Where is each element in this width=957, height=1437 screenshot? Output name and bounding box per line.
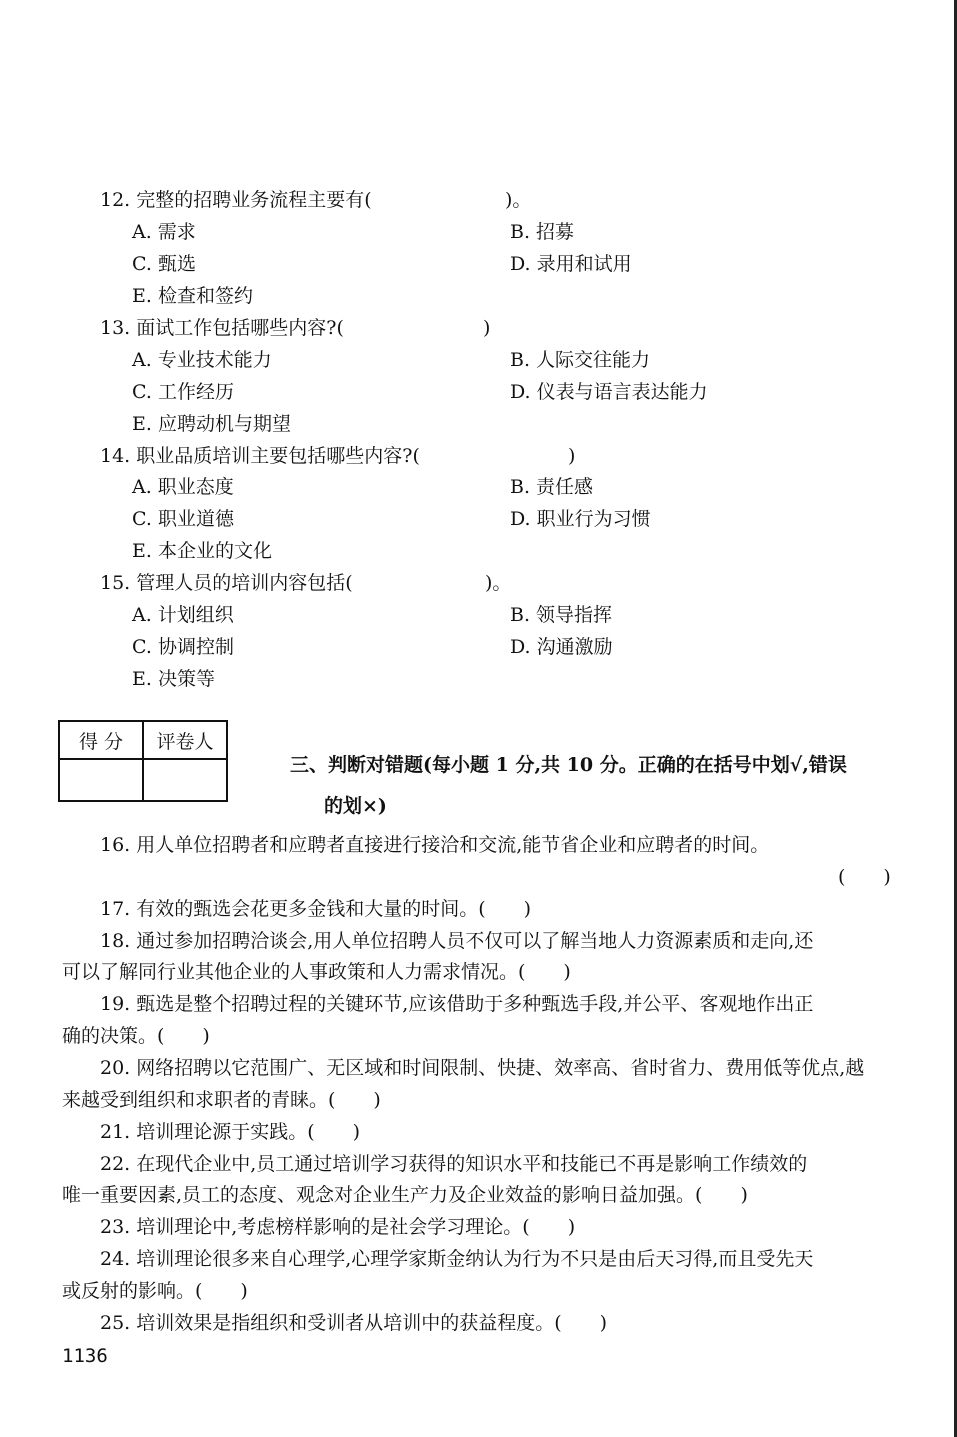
page-number: 1136 (62, 1345, 108, 1367)
question-25: 25. 培训效果是指组织和受训者从培训中的获益程度。( ) (100, 1312, 608, 1334)
score-cell[interactable] (59, 759, 143, 801)
q12-option-d: D. 录用和试用 (510, 253, 632, 275)
q13-option-c: C. 工作经历 (132, 381, 234, 403)
q14-option-d: D. 职业行为习惯 (510, 508, 651, 530)
question-16: 16. 用人单位招聘者和应聘者直接进行接洽和交流,能节省企业和应聘者的时间。 (100, 834, 770, 856)
q14-option-e: E. 本企业的文化 (132, 540, 272, 562)
question-24-line2: 或反射的影响。( ) (62, 1280, 248, 1302)
question-24-line1: 24. 培训理论很多来自心理学,心理学家斯金纳认为行为不只是由后天习得,而且受先天 (100, 1248, 814, 1270)
q15-option-d: D. 沟通激励 (510, 636, 613, 658)
question-20-line2: 来越受到组织和求职者的青睐。( ) (62, 1089, 381, 1111)
question-12-stem: 12. 完整的招聘业务流程主要有( (100, 189, 372, 211)
question-14-close: ) (568, 445, 576, 467)
question-21: 21. 培训理论源于实践。( ) (100, 1121, 361, 1143)
question-19-line2: 确的决策。( ) (62, 1025, 210, 1047)
section-3-title-cont: 的划×) (324, 795, 387, 817)
score-table (58, 720, 228, 802)
grader-cell[interactable] (143, 759, 227, 801)
q14-option-b: B. 责任感 (510, 476, 594, 498)
q12-option-e: E. 检查和签约 (132, 285, 253, 307)
q13-option-b: B. 人际交往能力 (510, 349, 651, 371)
question-19-line1: 19. 甄选是整个招聘过程的关键环节,应该借助于多种甄选手段,并公平、客观地作出正 (100, 993, 814, 1015)
question-18-line2: 可以了解同行业其他企业的人事政策和人力需求情况。( ) (62, 961, 571, 983)
question-23: 23. 培训理论中,考虑榜样影响的是社会学习理论。( ) (100, 1216, 576, 1238)
question-16-paren: ( ) (838, 866, 891, 888)
section-3-title: 三、判断对错题(每小题 1 分,共 10 分。正确的在括号中划√,错误 (290, 754, 847, 776)
q14-option-a: A. 职业态度 (132, 476, 234, 498)
question-15-stem: 15. 管理人员的培训内容包括( (100, 572, 353, 594)
score-header: 得 分 (59, 721, 143, 759)
grader-header: 评卷人 (143, 721, 227, 759)
q15-option-e: E. 决策等 (132, 668, 215, 690)
q15-option-c: C. 协调控制 (132, 636, 234, 658)
q15-option-b: B. 领导指挥 (510, 604, 613, 626)
q13-option-a: A. 专业技术能力 (132, 349, 272, 371)
question-14-stem: 14. 职业品质培训主要包括哪些内容?( (100, 445, 420, 467)
q12-option-c: C. 甄选 (132, 253, 196, 275)
q12-option-a: A. 需求 (132, 221, 196, 243)
q14-option-c: C. 职业道德 (132, 508, 234, 530)
question-15-close: )。 (485, 572, 512, 594)
q15-option-a: A. 计划组织 (132, 604, 234, 626)
q13-option-e: E. 应聘动机与期望 (132, 413, 291, 435)
question-12-close: )。 (505, 189, 532, 211)
question-22-line2: 唯一重要因素,员工的态度、观念对企业生产力及企业效益的影响日益加强。( ) (62, 1184, 748, 1206)
question-13-stem: 13. 面试工作包括哪些内容?( (100, 317, 344, 339)
question-22-line1: 22. 在现代企业中,员工通过培训学习获得的知识水平和技能已不再是影响工作绩效的 (100, 1153, 808, 1175)
question-18-line1: 18. 通过参加招聘洽谈会,用人单位招聘人员不仅可以了解当地人力资源素质和走向,还 (100, 930, 814, 952)
question-17: 17. 有效的甄选会花更多金钱和大量的时间。( ) (100, 898, 532, 920)
q13-option-d: D. 仪表与语言表达能力 (510, 381, 708, 403)
question-20-line1: 20. 网络招聘以它范围广、无区域和时间限制、快捷、效率高、省时省力、费用低等优点,越 (100, 1057, 865, 1079)
question-13-close: ) (483, 317, 491, 339)
q12-option-b: B. 招募 (510, 221, 575, 243)
